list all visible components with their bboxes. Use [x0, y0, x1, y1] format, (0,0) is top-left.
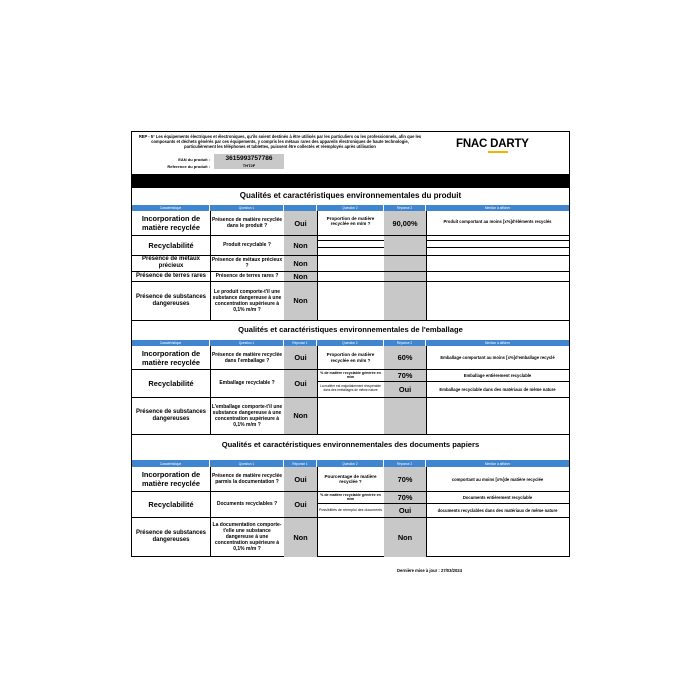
- answer2-cell: [384, 281, 426, 320]
- question1-cell: Présence de terres rares ?: [215, 273, 279, 279]
- char-cell: Présence de substances dangereuses: [135, 293, 207, 307]
- answer2-cell: [384, 255, 426, 271]
- answer1-cell: Non: [284, 397, 317, 434]
- last-update-note: Dernière mise à jour : 27/03/2024: [397, 568, 462, 573]
- header-cell: Mention à afficher: [426, 205, 569, 211]
- question1-cell: Présence de matière recyclée dans l'emballage ?: [211, 351, 283, 364]
- char-cell: Incorporation de matière recyclée: [141, 470, 201, 488]
- char-cell: Incorporation de matière recyclée: [141, 348, 201, 367]
- header-cell: Question 1: [210, 460, 284, 467]
- answer1-cell: Oui: [284, 369, 317, 397]
- answer1-cell: Non: [284, 235, 317, 255]
- ean-value: 3615993757786: [214, 154, 284, 163]
- char-cell: Incorporation de matière recyclée: [141, 214, 201, 232]
- black-banner: [132, 174, 569, 188]
- answer2-cell: [384, 235, 426, 255]
- ref-label: Reference du produit :: [167, 164, 210, 169]
- header-cell: Mention à afficher: [426, 460, 569, 467]
- section-product-title: Qualités et caractéristiques environnementales du produit: [239, 191, 462, 200]
- answer1-cell: Oui: [284, 211, 317, 235]
- answer2-cell: [384, 397, 426, 434]
- answer2-cell: Oui: [384, 381, 426, 397]
- question1-cell: Produit recyclable ?: [223, 242, 271, 248]
- mention-cell: Emballage recyclable dans des matériaux de même nature: [439, 386, 556, 392]
- question2-cell: % de matière recyclable générée en m/m: [320, 492, 381, 501]
- answer1-cell: Oui: [284, 346, 317, 369]
- ean-label: EAN du produit :: [178, 157, 210, 162]
- header-cell: Question 2: [317, 460, 384, 467]
- mention-cell: comportant au moins [x%]de matière recyclée: [451, 476, 544, 482]
- header-cell: Question 1: [210, 340, 284, 346]
- header-cell: Caractéristique: [132, 205, 210, 211]
- question1-cell: Emballage recyclable ?: [219, 380, 275, 386]
- header-cell: Caractéristique: [132, 340, 210, 346]
- question2-cell: Proportion de matière recyclée en m/m ?: [326, 215, 375, 226]
- header-cell: Réponse 2: [384, 460, 426, 467]
- section-packaging-title: Qualités et caractéristiques environnementales de l'emballage: [238, 325, 463, 334]
- answer2-cell: Non: [384, 517, 426, 557]
- question1-cell: L'emballage comporte-t'il une substance dangereuse à une concentration supérieure à 0,1% m/m ?: [211, 403, 283, 428]
- header-cell: Réponse 1: [284, 340, 317, 346]
- header-cell: Question 1: [210, 205, 284, 211]
- question2-cell: Proportion de matière recyclée en m/m ?: [326, 352, 375, 363]
- answer2-cell: 60%: [384, 346, 426, 369]
- answer2-cell: 70%: [384, 467, 426, 491]
- answer1-cell: Non: [284, 517, 317, 557]
- question2-cell: Possibilités de réemploi des documents: [318, 507, 383, 512]
- question2-cell: % de matière recyclable générée en m/m: [320, 370, 381, 379]
- header-cell: Réponse 2: [384, 340, 426, 346]
- char-cell: Présence de métaux précieux: [141, 256, 201, 269]
- header-cell: Réponse 2: [384, 205, 426, 211]
- mention-cell: Produit comportant au moins [x%]d'éléments recyclés: [443, 218, 552, 224]
- header-cell: Question 2: [317, 205, 384, 211]
- question1-cell: Le produit comporte-t'il une substance dangereuse à une concentration supérieure à 0,1% m/m ?: [212, 288, 282, 313]
- answer2-cell: 70%: [384, 369, 426, 381]
- mention-cell: Emballage comportant au moins [x%]d'emballage recyclé: [440, 355, 555, 360]
- answer2-cell: Oui: [384, 503, 426, 517]
- char-cell: Recyclabilité: [148, 240, 194, 250]
- answer1-cell: Non: [284, 271, 317, 281]
- environment-sheet: [131, 131, 570, 557]
- question1-cell: Présence de matière recyclée parmis la documentation ?: [211, 473, 283, 485]
- answer2-cell: 70%: [384, 491, 426, 503]
- char-cell: Présence de substances dangereuses: [135, 408, 207, 422]
- sheet-header: [132, 132, 569, 174]
- header-cell: Mention à afficher: [426, 340, 569, 346]
- ref-value: THT2F: [214, 163, 284, 169]
- section-documents-title: Qualités et caractéristiques environnementales des documents papiers: [221, 440, 480, 449]
- answer2-cell: [384, 271, 426, 281]
- question2-cell: La matière est majoritairement récupérable dans des emballages de même nature: [320, 384, 381, 392]
- char-cell: Présence de terres rares: [135, 272, 207, 279]
- mention-cell: Emballage entièrement recyclable: [463, 372, 532, 378]
- char-cell: Recyclabilité: [148, 378, 194, 388]
- question2-cell: Pourcentage de matière recyclée ?: [324, 473, 377, 484]
- header-cell: Caractéristique: [132, 460, 210, 467]
- logo-accent-bar: [488, 151, 508, 153]
- answer1-cell: Oui: [284, 491, 317, 517]
- question1-cell: Présence de métaux précieux ?: [211, 257, 283, 269]
- char-cell: Présence de substances dangereuses: [135, 530, 207, 543]
- fnac-darty-logo: FNAC DARTY: [456, 138, 540, 158]
- answer1-cell: Non: [284, 281, 317, 320]
- question1-cell: Présence de matière recyclée dans le produit ?: [211, 217, 283, 229]
- question1-cell: Documents recyclables ?: [216, 501, 278, 507]
- char-cell: Recyclabilité: [148, 499, 194, 509]
- mention-cell: Documents entièrement recyclable: [462, 494, 533, 500]
- header-cell: Question 2: [317, 340, 384, 346]
- answer1-cell: Non: [284, 255, 317, 271]
- header-cell: Réponse 1: [284, 460, 317, 467]
- intro-text: REP - 5° Les équipements électriques et électroniques, qu'ils soient destinés à être utilisés par les particuliers ou les professionnels, afin que les composants et déchets générés par ces équipements, y compris les métaux rares des appareils électroniques de haute technologie, particulièrement les téléphones et tablettes, puissent être collectés et réemployés après utilisation: [138, 134, 422, 150]
- question1-cell: La documentation comporte-t'elle une substance dangereuse à une concentration supérieure à 0,1% m/m ?: [212, 522, 282, 552]
- answer2-cell: 90,00%: [384, 211, 426, 235]
- mention-cell: documents recyclables dans des matériaux de même nature: [437, 507, 558, 513]
- answer1-cell: Oui: [284, 467, 317, 491]
